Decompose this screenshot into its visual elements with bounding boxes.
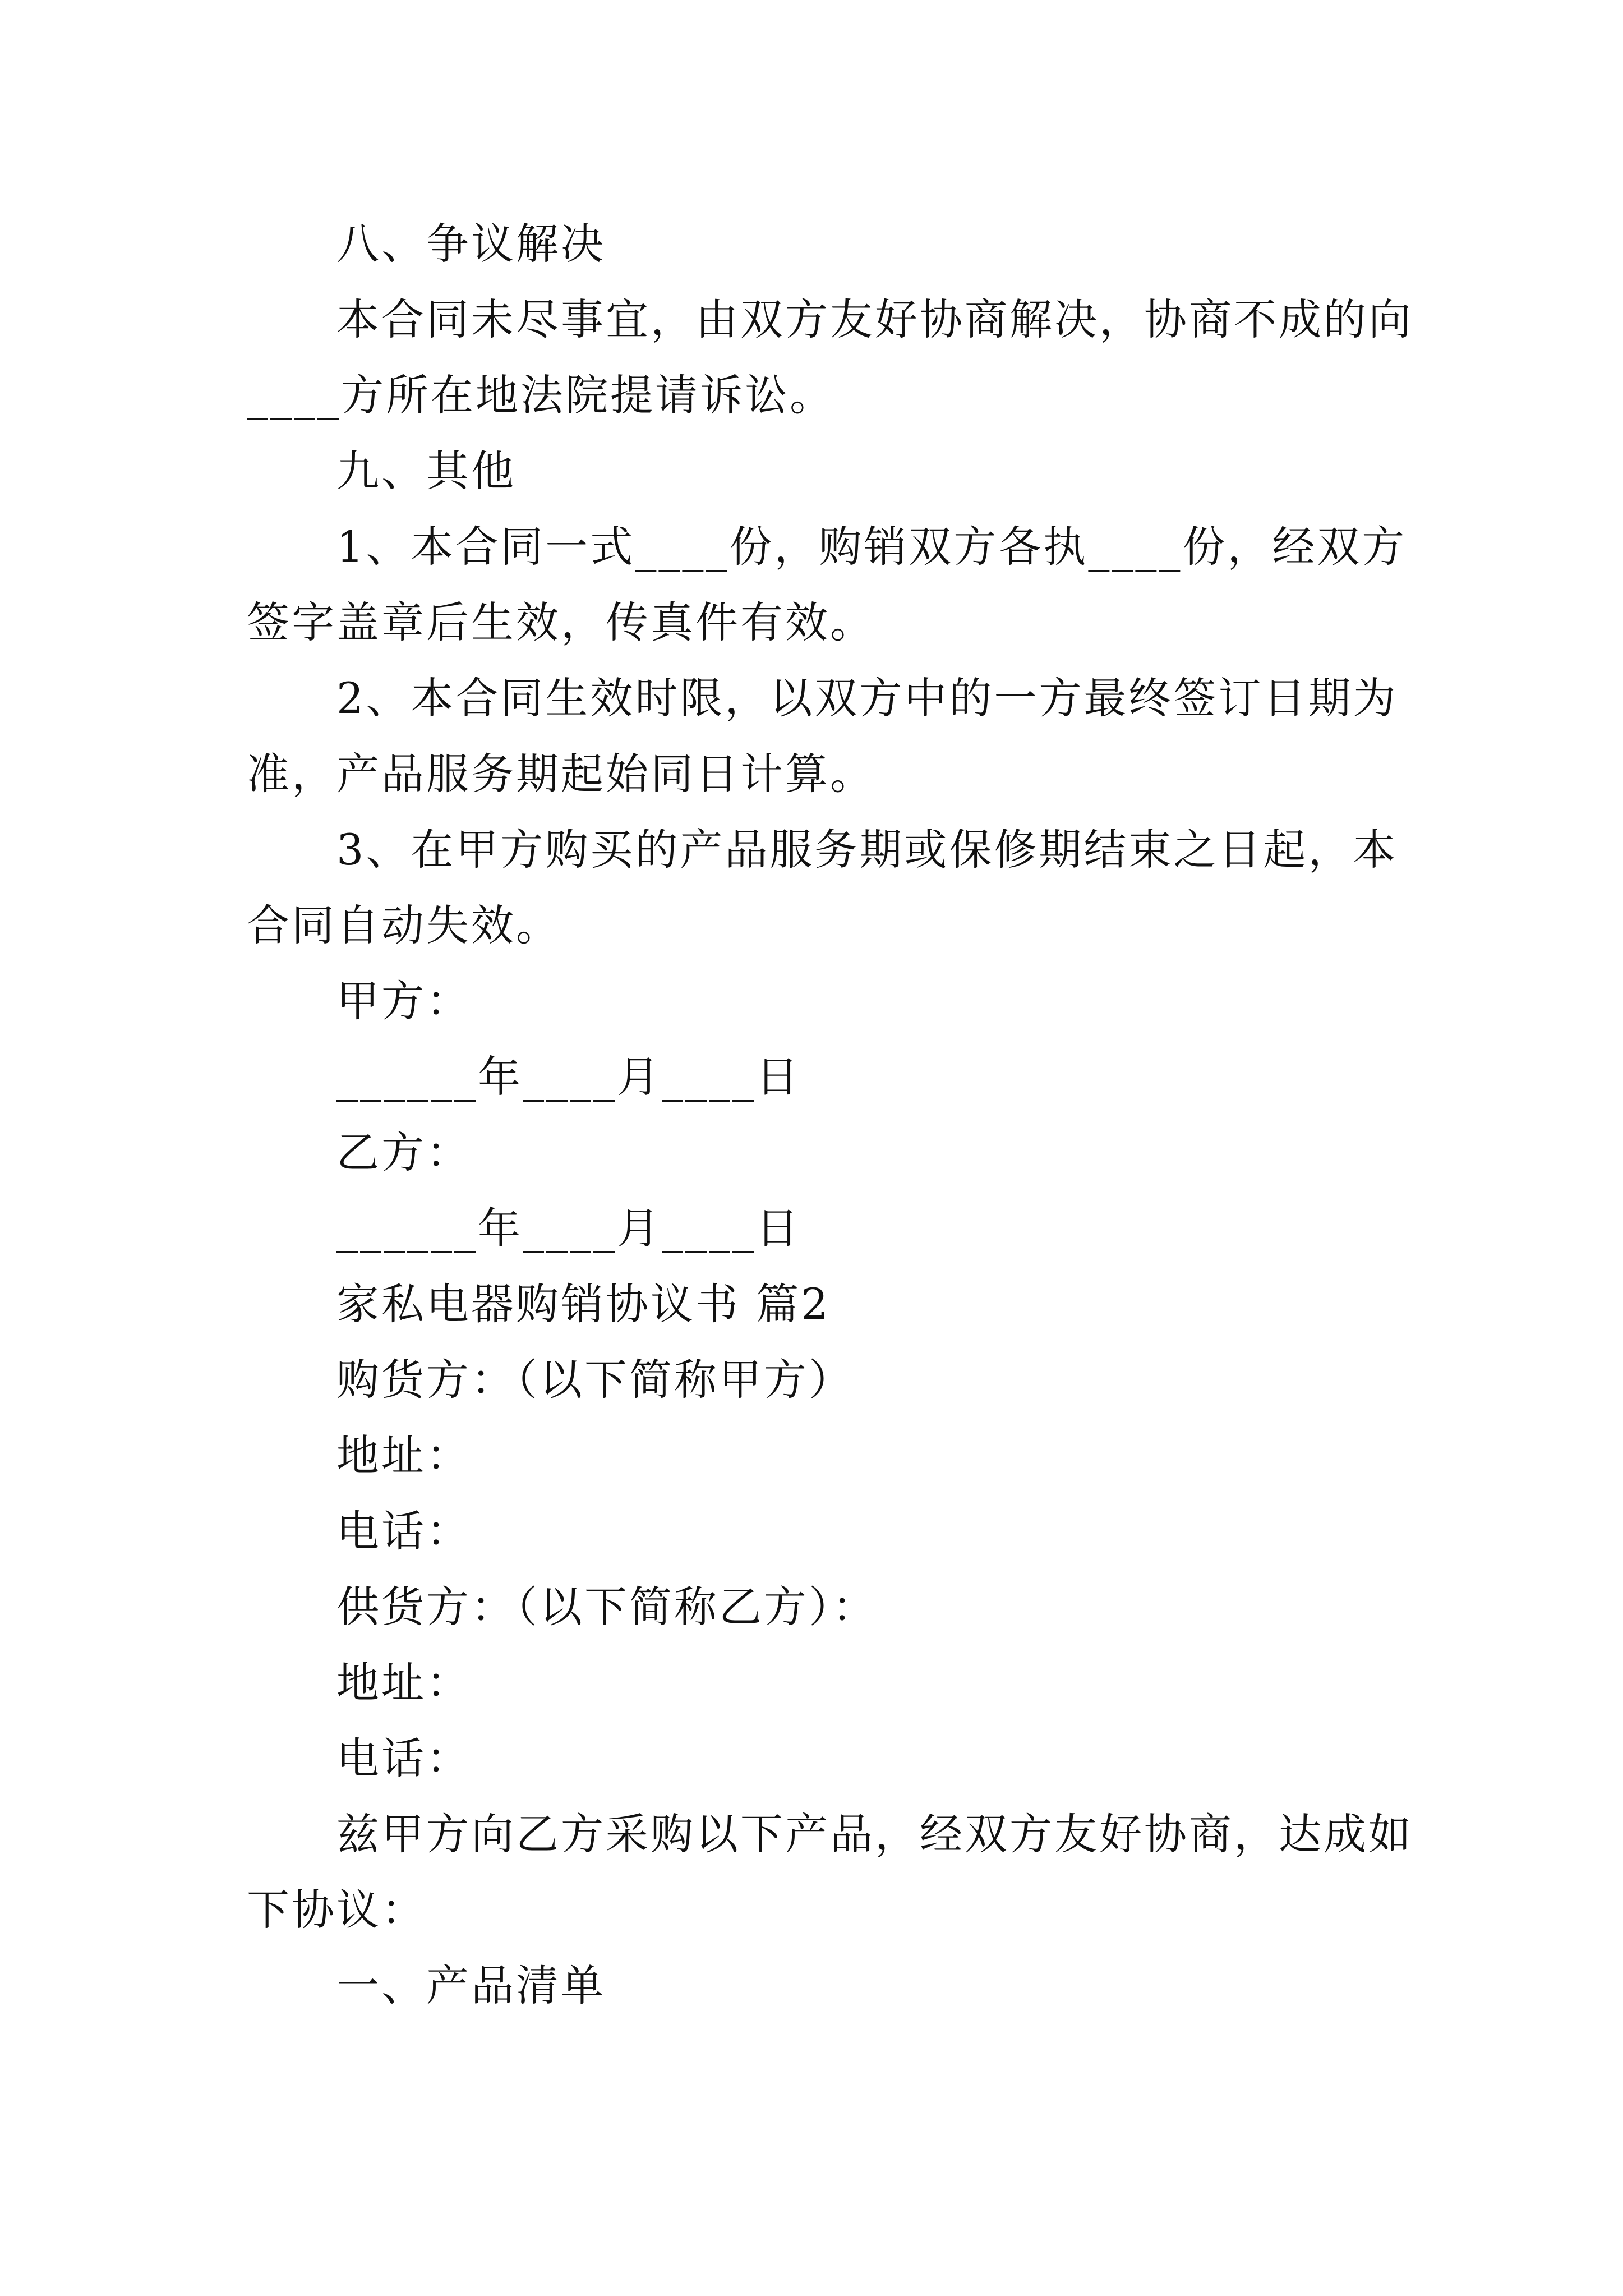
paragraph-line: 签字盖章后生效，传真件有效。 <box>247 597 875 647</box>
party-b-date: ______年____月____日 <box>336 1203 801 1253</box>
paragraph-line: 1、本合同一式____份，购销双方各执____份，经双方 <box>336 522 1407 572</box>
party-a-date: ______年____月____日 <box>336 1052 801 1102</box>
buyer-label: 购货方：（以下简称甲方） <box>336 1355 854 1405</box>
section-heading-dispute: 八、争议解决 <box>336 219 606 269</box>
paragraph-line: 下协议： <box>247 1885 426 1935</box>
supplier-label: 供货方：（以下简称乙方）： <box>336 1582 877 1632</box>
paragraph-line: 2、本合同生效时限，以双方中的一方最终签订日期为 <box>336 673 1398 723</box>
section-heading-other: 九、其他 <box>336 446 516 496</box>
party-b-label: 乙方： <box>336 1128 471 1177</box>
party-a-label: 甲方： <box>336 976 471 1026</box>
paragraph-line: 本合同未尽事宜，由双方友好协商解决，协商不成的向 <box>336 295 1413 344</box>
buyer-phone: 电话： <box>336 1506 471 1556</box>
paragraph-line: 3、在甲方购买的产品服务期或保修期结束之日起，本 <box>336 825 1398 875</box>
paragraph-line: ____方所在地法院提请诉讼。 <box>247 370 834 420</box>
paragraph-line: 合同自动失效。 <box>247 900 561 950</box>
supplier-address: 地址： <box>336 1658 471 1708</box>
agreement-title: 家私电器购销协议书 篇2 <box>336 1279 831 1329</box>
section-heading-product-list: 一、产品清单 <box>336 1961 606 2010</box>
buyer-address: 地址： <box>336 1430 471 1480</box>
paragraph-line: 准，产品服务期起始同日计算。 <box>247 749 875 799</box>
paragraph-line: 兹甲方向乙方采购以下产品，经双方友好协商，达成如 <box>336 1809 1413 1859</box>
supplier-phone: 电话： <box>336 1733 471 1783</box>
